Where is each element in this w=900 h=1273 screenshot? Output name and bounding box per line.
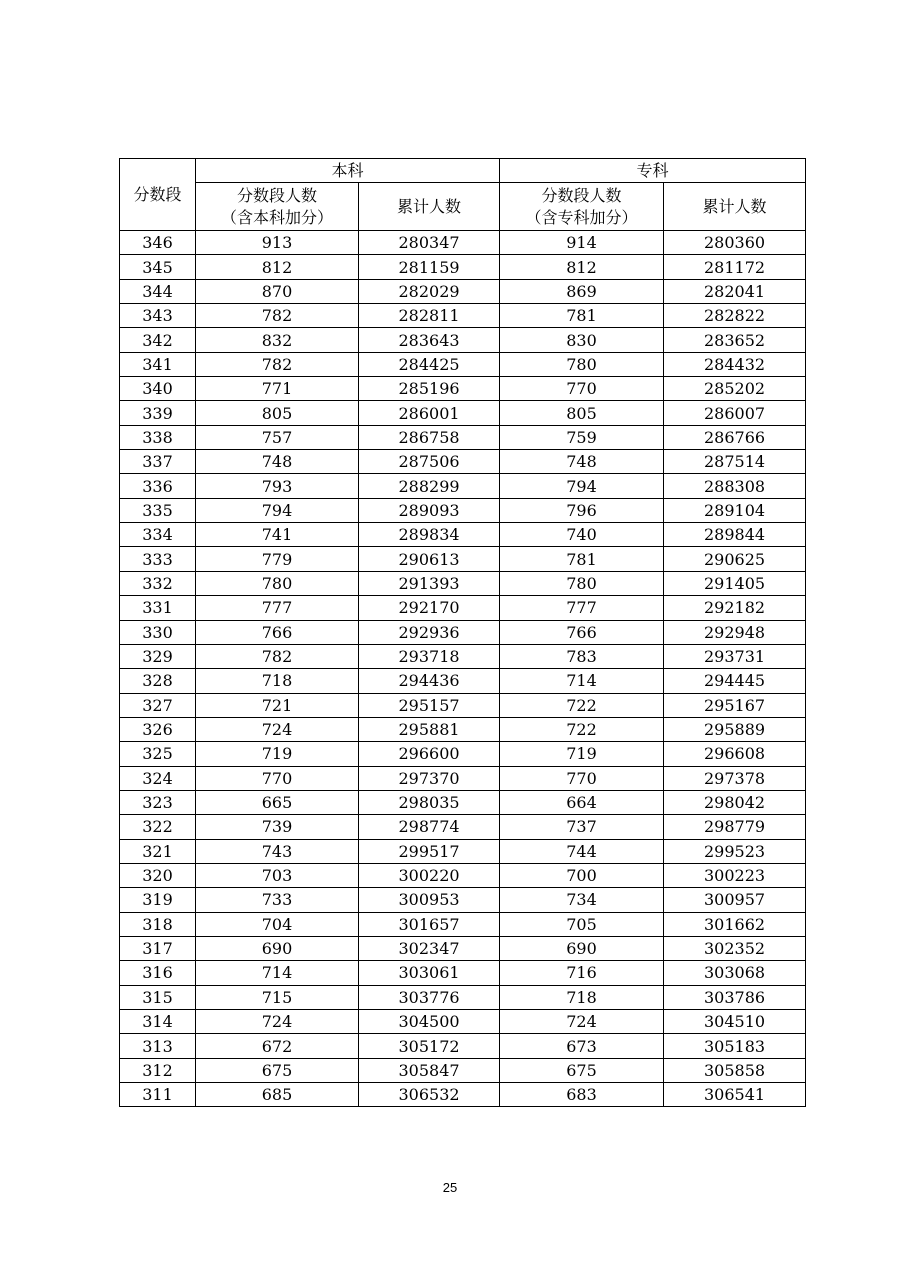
undergrad-count-cell: 672 [196,1034,359,1058]
table-row [120,912,806,936]
junior-cumulative-cell: 286007 [664,401,806,425]
score-cell: 337 [120,450,196,474]
junior-count-cell: 812 [500,255,664,279]
score-cell: 323 [120,790,196,814]
junior-count-cell: 664 [500,790,664,814]
junior-count-cell: 734 [500,888,664,912]
score-cell: 330 [120,620,196,644]
junior-count-cell: 716 [500,961,664,985]
score-cell: 344 [120,279,196,303]
junior-count-cell: 805 [500,401,664,425]
undergrad-cumulative-cell: 303061 [359,961,500,985]
undergrad-count-cell: 704 [196,912,359,936]
undergrad-cumulative-cell: 298774 [359,815,500,839]
junior-cumulative-cell: 297378 [664,766,806,790]
undergrad-count-cell: 703 [196,863,359,887]
undergrad-cumulative-cell: 302347 [359,936,500,960]
undergrad-count-cell: 719 [196,742,359,766]
undergrad-count-cell: 685 [196,1083,359,1107]
junior-cumulative-cell: 304510 [664,1010,806,1034]
junior-cumulative-cell: 295167 [664,693,806,717]
score-cell: 331 [120,596,196,620]
score-cell: 327 [120,693,196,717]
undergrad-cumulative-cell: 300220 [359,863,500,887]
junior-cumulative-cell: 303786 [664,985,806,1009]
table-row [120,279,806,303]
undergrad-count-cell: 782 [196,352,359,376]
table-row [120,693,806,717]
undergrad-count-cell: 739 [196,815,359,839]
score-cell: 338 [120,425,196,449]
score-distribution-table [119,158,806,1107]
undergrad-cumulative-cell: 293718 [359,644,500,668]
table-row [120,547,806,571]
undergrad-count-cell: 733 [196,888,359,912]
undergrad-cumulative-cell: 294436 [359,669,500,693]
table-row [120,1034,806,1058]
undergrad-cumulative-cell: 285196 [359,377,500,401]
table-row [120,863,806,887]
score-cell: 339 [120,401,196,425]
junior-cumulative-cell: 305183 [664,1034,806,1058]
table-row [120,401,806,425]
undergrad-count-cell: 718 [196,669,359,693]
undergrad-count-cell: 665 [196,790,359,814]
junior-cumulative-cell: 306541 [664,1083,806,1107]
undergrad-count-cell: 832 [196,328,359,352]
junior-count-cell: 690 [500,936,664,960]
junior-count-cell: 914 [500,231,664,255]
undergrad-count-cell: 766 [196,620,359,644]
table-row [120,742,806,766]
junior-cumulative-cell: 280360 [664,231,806,255]
undergrad-cumulative-cell: 286001 [359,401,500,425]
undergrad-cumulative-cell: 290613 [359,547,500,571]
score-cell: 322 [120,815,196,839]
score-cell: 314 [120,1010,196,1034]
junior-cumulative-cell: 288308 [664,474,806,498]
undergrad-cumulative-cell: 304500 [359,1010,500,1034]
undergrad-cumulative-cell: 281159 [359,255,500,279]
undergrad-cumulative-cell: 295881 [359,717,500,741]
undergrad-cumulative-cell: 292170 [359,596,500,620]
undergrad-cumulative-cell: 301657 [359,912,500,936]
score-cell: 341 [120,352,196,376]
table-row [120,377,806,401]
undergrad-count-cell: 690 [196,936,359,960]
header-junior-group: 专科 [500,159,806,183]
junior-count-cell: 673 [500,1034,664,1058]
table-row [120,255,806,279]
undergrad-count-cell: 782 [196,304,359,328]
undergrad-count-cell: 724 [196,1010,359,1034]
page-number: 25 [442,1180,458,1195]
junior-count-cell: 770 [500,766,664,790]
undergrad-cumulative-cell: 306532 [359,1083,500,1107]
table-row [120,328,806,352]
junior-cumulative-cell: 296608 [664,742,806,766]
junior-cumulative-cell: 290625 [664,547,806,571]
undergrad-cumulative-cell: 282029 [359,279,500,303]
undergrad-count-cell: 724 [196,717,359,741]
score-cell: 342 [120,328,196,352]
undergrad-count-cell: 793 [196,474,359,498]
junior-count-cell: 675 [500,1058,664,1082]
table-row [120,571,806,595]
undergrad-cumulative-cell: 288299 [359,474,500,498]
header-undergrad-count-line2: （含本科加分） [220,207,333,227]
table-row [120,231,806,255]
undergrad-cumulative-cell: 292936 [359,620,500,644]
junior-cumulative-cell: 300223 [664,863,806,887]
table-row [120,644,806,668]
junior-count-cell: 718 [500,985,664,1009]
undergrad-count-cell: 714 [196,961,359,985]
score-cell: 335 [120,498,196,522]
undergrad-cumulative-cell: 287506 [359,450,500,474]
header-undergrad-cumulative: 累计人数 [359,183,500,231]
score-cell: 328 [120,669,196,693]
undergrad-count-cell: 743 [196,839,359,863]
junior-count-cell: 744 [500,839,664,863]
junior-cumulative-cell: 292182 [664,596,806,620]
undergrad-cumulative-cell: 297370 [359,766,500,790]
junior-cumulative-cell: 303068 [664,961,806,985]
undergrad-count-cell: 748 [196,450,359,474]
junior-count-cell: 714 [500,669,664,693]
undergrad-count-cell: 913 [196,231,359,255]
junior-count-cell: 700 [500,863,664,887]
table-row [120,839,806,863]
junior-cumulative-cell: 289104 [664,498,806,522]
junior-cumulative-cell: 285202 [664,377,806,401]
junior-cumulative-cell: 300957 [664,888,806,912]
junior-count-cell: 781 [500,304,664,328]
header-undergrad-group: 本科 [196,159,500,183]
header-junior-cumulative: 累计人数 [664,183,806,231]
junior-cumulative-cell: 305858 [664,1058,806,1082]
undergrad-cumulative-cell: 295157 [359,693,500,717]
undergrad-count-cell: 805 [196,401,359,425]
table-row [120,450,806,474]
junior-count-cell: 869 [500,279,664,303]
undergrad-count-cell: 812 [196,255,359,279]
junior-cumulative-cell: 283652 [664,328,806,352]
score-cell: 336 [120,474,196,498]
table-row [120,474,806,498]
junior-count-cell: 830 [500,328,664,352]
undergrad-count-cell: 721 [196,693,359,717]
table-row [120,790,806,814]
undergrad-cumulative-cell: 283643 [359,328,500,352]
junior-count-cell: 796 [500,498,664,522]
header-junior-count [500,183,664,231]
score-cell: 321 [120,839,196,863]
junior-cumulative-cell: 298779 [664,815,806,839]
score-cell: 319 [120,888,196,912]
table-row [120,304,806,328]
junior-cumulative-cell: 284432 [664,352,806,376]
undergrad-cumulative-cell: 296600 [359,742,500,766]
header-junior-count-line2: （含专科加分） [525,207,638,227]
table-row [120,815,806,839]
score-cell: 324 [120,766,196,790]
undergrad-cumulative-cell: 303776 [359,985,500,1009]
junior-count-cell: 777 [500,596,664,620]
table-row [120,766,806,790]
undergrad-cumulative-cell: 286758 [359,425,500,449]
junior-count-cell: 770 [500,377,664,401]
score-cell: 340 [120,377,196,401]
undergrad-count-cell: 794 [196,498,359,522]
undergrad-count-cell: 770 [196,766,359,790]
score-cell: 333 [120,547,196,571]
undergrad-count-cell: 782 [196,644,359,668]
junior-cumulative-cell: 286766 [664,425,806,449]
undergrad-cumulative-cell: 305847 [359,1058,500,1082]
score-cell: 332 [120,571,196,595]
score-cell: 326 [120,717,196,741]
score-cell: 343 [120,304,196,328]
score-cell: 334 [120,523,196,547]
undergrad-count-cell: 757 [196,425,359,449]
junior-cumulative-cell: 302352 [664,936,806,960]
undergrad-cumulative-cell: 280347 [359,231,500,255]
undergrad-cumulative-cell: 284425 [359,352,500,376]
junior-cumulative-cell: 281172 [664,255,806,279]
junior-count-cell: 722 [500,693,664,717]
undergrad-count-cell: 779 [196,547,359,571]
undergrad-cumulative-cell: 300953 [359,888,500,912]
junior-count-cell: 759 [500,425,664,449]
junior-cumulative-cell: 299523 [664,839,806,863]
junior-count-cell: 737 [500,815,664,839]
score-cell: 311 [120,1083,196,1107]
table-row [120,717,806,741]
undergrad-cumulative-cell: 305172 [359,1034,500,1058]
undergrad-cumulative-cell: 289834 [359,523,500,547]
junior-count-cell: 722 [500,717,664,741]
junior-count-cell: 766 [500,620,664,644]
junior-cumulative-cell: 282041 [664,279,806,303]
junior-cumulative-cell: 298042 [664,790,806,814]
junior-count-cell: 781 [500,547,664,571]
undergrad-count-cell: 741 [196,523,359,547]
junior-count-cell: 780 [500,352,664,376]
junior-count-cell: 780 [500,571,664,595]
header-score-band: 分数段 [120,159,196,231]
table-row [120,888,806,912]
junior-count-cell: 705 [500,912,664,936]
undergrad-count-cell: 780 [196,571,359,595]
score-cell: 329 [120,644,196,668]
table-row [120,620,806,644]
table-row [120,352,806,376]
junior-cumulative-cell: 282822 [664,304,806,328]
table-row [120,669,806,693]
junior-cumulative-cell: 295889 [664,717,806,741]
score-cell: 316 [120,961,196,985]
score-cell: 312 [120,1058,196,1082]
undergrad-count-cell: 777 [196,596,359,620]
table-row [120,961,806,985]
score-cell: 315 [120,985,196,1009]
junior-count-cell: 683 [500,1083,664,1107]
score-cell: 317 [120,936,196,960]
table-row [120,1083,806,1107]
score-cell: 318 [120,912,196,936]
undergrad-count-cell: 675 [196,1058,359,1082]
score-cell: 320 [120,863,196,887]
undergrad-cumulative-cell: 298035 [359,790,500,814]
undergrad-count-cell: 715 [196,985,359,1009]
undergrad-cumulative-cell: 289093 [359,498,500,522]
junior-cumulative-cell: 289844 [664,523,806,547]
score-cell: 346 [120,231,196,255]
table-row [120,985,806,1009]
undergrad-cumulative-cell: 282811 [359,304,500,328]
header-undergrad-count [196,183,359,231]
undergrad-cumulative-cell: 299517 [359,839,500,863]
table-row [120,1058,806,1082]
undergrad-cumulative-cell: 291393 [359,571,500,595]
junior-count-cell: 794 [500,474,664,498]
junior-cumulative-cell: 293731 [664,644,806,668]
junior-cumulative-cell: 294445 [664,669,806,693]
junior-count-cell: 783 [500,644,664,668]
undergrad-count-cell: 870 [196,279,359,303]
table-row [120,425,806,449]
junior-count-cell: 740 [500,523,664,547]
table-row [120,523,806,547]
undergrad-count-cell: 771 [196,377,359,401]
junior-cumulative-cell: 291405 [664,571,806,595]
junior-cumulative-cell: 287514 [664,450,806,474]
junior-cumulative-cell: 301662 [664,912,806,936]
table-row [120,1010,806,1034]
junior-count-cell: 719 [500,742,664,766]
table-row [120,936,806,960]
header-junior-count-line1: 分数段人数 [541,185,622,205]
table-row [120,596,806,620]
header-undergrad-count-line1: 分数段人数 [236,185,317,205]
score-cell: 325 [120,742,196,766]
score-cell: 345 [120,255,196,279]
table-body [120,231,806,1107]
junior-count-cell: 748 [500,450,664,474]
junior-count-cell: 724 [500,1010,664,1034]
table-row [120,498,806,522]
junior-cumulative-cell: 292948 [664,620,806,644]
score-cell: 313 [120,1034,196,1058]
